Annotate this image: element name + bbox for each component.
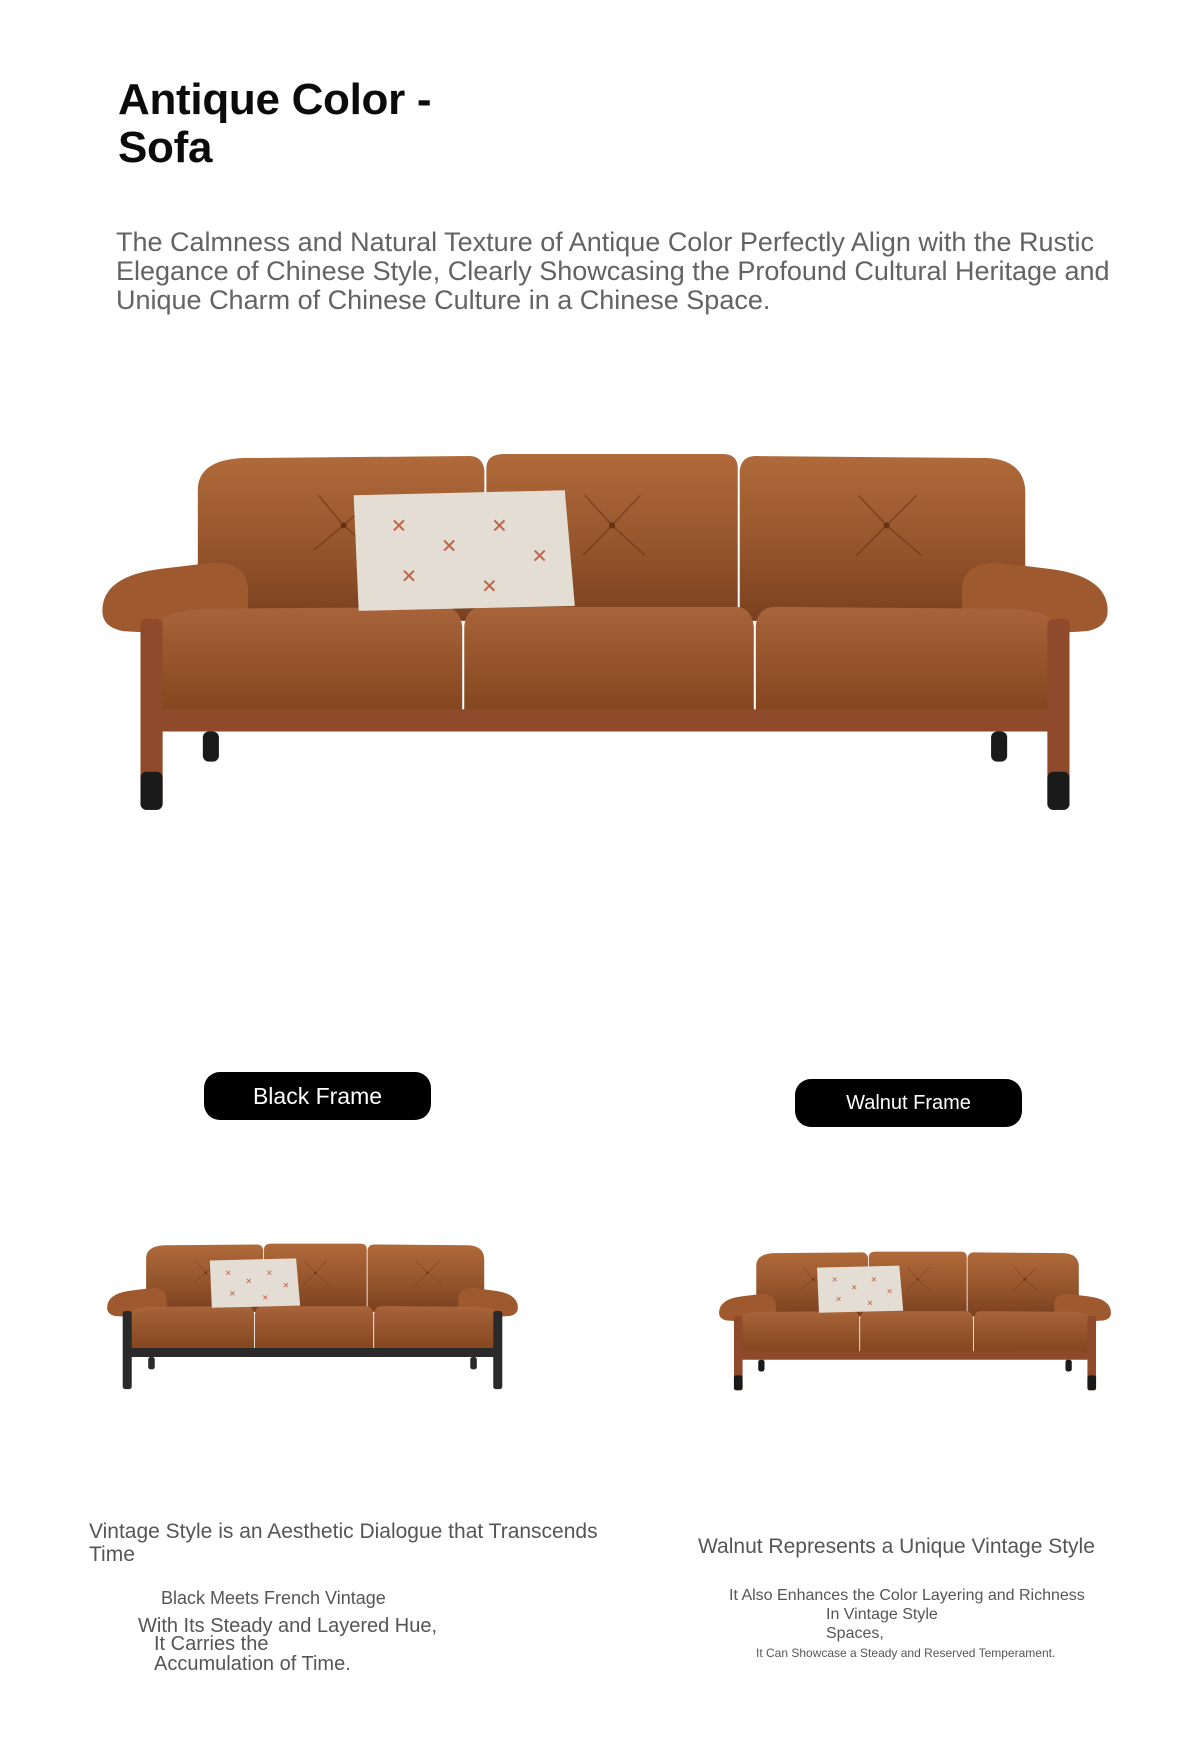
hero-sofa-image xyxy=(100,450,1110,822)
walnut-frame-text-line-4: It Can Showcase a Steady and Reserved Temperament. xyxy=(756,1646,1056,1660)
black-frame-subheading: Black Meets French Vintage xyxy=(161,1588,386,1608)
walnut-frame-heading: Walnut Represents a Unique Vintage Style xyxy=(698,1535,1095,1558)
page-title xyxy=(118,76,431,172)
black-frame-text-line-3: Accumulation of Time. xyxy=(154,1653,351,1675)
page-description: The Calmness and Natural Texture of Antique Color Perfectly Align with the Rustic Elegance of Chinese Style, Clearly Showcasing the Profound Cultural Heritage and Unique Charm of Chinese Culture in a Chinese Space. xyxy=(116,227,1110,315)
black-frame-heading: Vintage Style is an Aesthetic Dialogue that Transcends Time xyxy=(89,1520,598,1566)
walnut-frame-text-line-2: In Vintage Style xyxy=(826,1606,938,1623)
walnut-frame-button[interactable] xyxy=(795,1079,1022,1127)
walnut-frame-label: Walnut Frame xyxy=(846,1092,971,1114)
black-frame-text-line-2: It Carries the xyxy=(154,1633,269,1655)
black-frame-sofa-image xyxy=(105,1242,520,1394)
black-frame-label: Black Frame xyxy=(252,1082,383,1109)
walnut-frame-text-line-3: Spaces, xyxy=(826,1625,884,1642)
title-line-2: Sofa xyxy=(118,123,213,172)
walnut-frame-text-line-1: It Also Enhances the Color Layering and Richness xyxy=(729,1587,1085,1604)
walnut-frame-sofa-image xyxy=(717,1250,1113,1395)
title-line-1: Antique Color - xyxy=(118,75,432,124)
black-frame-button[interactable] xyxy=(204,1072,431,1120)
black-frame-text-line-1: With Its Steady and Layered Hue, xyxy=(138,1615,438,1637)
